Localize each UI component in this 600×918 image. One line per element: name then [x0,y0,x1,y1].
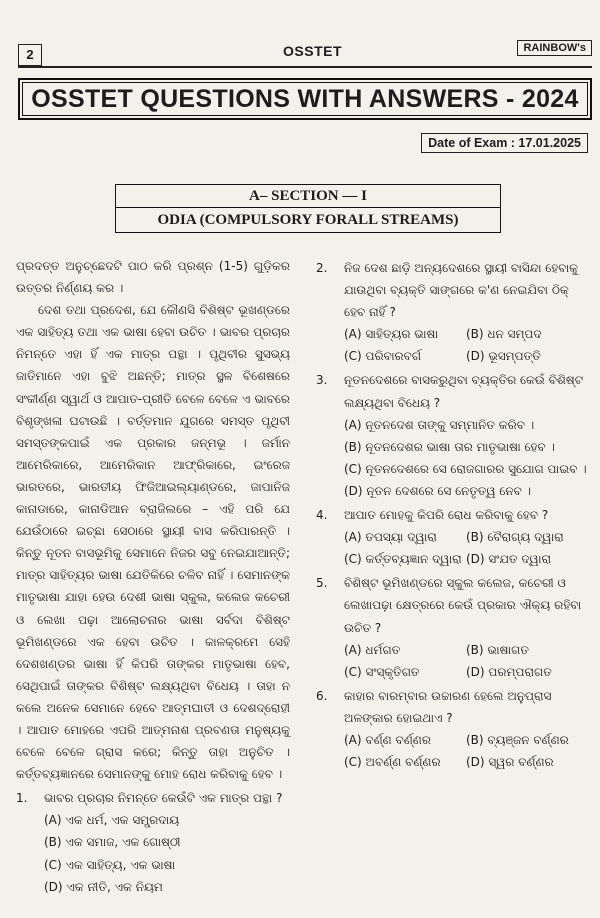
option-a: (A) ସାହିତ୍ୟର ଭାଷା [344,327,439,342]
option-b: (B) ବ୍ୟଞ୍ଜନ ବର୍ଣ୍ଣର [466,732,569,747]
option-b: (B) ଏକ ସମାଜ, ଏକ ଗୋଷ୍ଠୀ [44,835,181,850]
option-a: (A) ବର୍ଣ୍ଣ ବର୍ଣ୍ଣର [344,732,431,747]
main-title-box [18,78,592,120]
option-d: (D) ସ୍ୱର ବର୍ଣ୍ଣର [466,755,554,770]
option-c: (C) ଏକ ସାହିତ୍ୟ, ଏକ ଭାଷା [44,857,176,872]
option-b: (B) ଭାଷାଗତ [466,642,529,657]
option-d: (D) ସଂଯତ ଦ୍ୱାରା [466,552,551,567]
page-header [18,40,592,66]
question-1 [16,787,290,897]
option-a: (A) ତପସ୍ୟା ଦ୍ୱାରା [344,530,437,545]
question-text: କାହାର ବାରମ୍ବାର ଉଚ୍ଚାରଣ ହେଲେ ଅନୁପ୍ରାସ ଅଳଙ୍କାର ହୋଇଥାଏ ? [344,688,552,725]
option-c: (C) ଅବର୍ଣ୍ଣ ବର୍ଣ୍ଣର [344,755,441,770]
option-b: (B) ନୂତନଦେଶର ଭାଷା ତାର ମାତୃଭାଷା ହେବ । [344,439,555,454]
main-title: OSSTET QUESTIONS WITH ANSWERS - 2024 [22,82,588,116]
options [344,729,588,773]
passage: ଦେଶ ତଥା ପ୍ରଦେଶ, ଯେ କୌଣସି ବିଶିଷ୍ଟ ଭୂଖଣ୍ଡରେ ଏକ ସାହିତ୍ୟ ତଥା ଏକ ଭାଷା ହେବା ଉଚିତ । ଭାବର ପ୍ରଚାର ନିମନ୍ତେ ଏହା ହିଁ ଏକ ମାତ୍ର ପନ୍ଥା । ପୃଥିବୀର ସୁସଭ୍ୟ ଜାତିମାନେ ଏହା ବୁଝି ଅଛନ୍ତି; ମାତ୍ର ସ୍ଥଳ ବିଶେଷରେ ସଂକୀର୍ଣ୍ଣ ସ୍ୱାର୍ଥ ଓ ଆପାତ-ପ୍ରୀତି ବେଳେ ବେଳେ ଏ ଭାବରେ ବିଶୃଙ୍ଖଳା ଘଟାଉଛି । ବର୍ତ୍ତମାନ ଯୁଗରେ ସମସ୍ତ ପୃଥିବୀ ସମସ୍ତଙ୍କପାଇଁ ଏକ ପ୍ରକାର ଜନ୍ମଭୂ । ଜର୍ମାନ ଆମେରିକାରେ, ଆମେରିକାନ ଆଫ୍ରିକାରେ, ଇଂରେଜ ଭାରତରେ, ଭାରତୀୟ ଫିଜିଆଇଲ୍ୟାଣ୍ଡରେ, ଜାପାନିଜ କାନାଡାରେ, କାନାଡିଆନ ବ୍ରାଜିଲରେ – ଏହି ପରି ଯେ ଯେଉଁଠାରେ ଇଚ୍ଛା ସେଠାରେ ସ୍ଥାୟୀ ବାସ କରିପାରନ୍ତି । କିନ୍ତୁ ନୂତନ ବାସଭୂମିକୁ ସେମାନେ ନିଜର ସବୁ ନେଇଯାଆନ୍ତି; ମାତ୍ର ସାହିତ୍ୟର ଭାଷା ଯେତିକିରେ ଚଳିବ ନାହିଁ । ସେମାନଙ୍କ ମାତୃଭାଷା ଯାହା ହେଉ ଦେଶୀ ଭାଷା ସ୍କୁଲ, କଲେଜ କଚେରୀ ଓ ଲେଖା ପଢ଼ା ଆଲୋଚନାର ଭାଷା ସର୍ବଦା ବିଶିଷ୍ଟ ଭୂମିଖଣ୍ଡରେ ଏକ ହେବା ଉଚିତ । କାଳକ୍ରମେ ସେହି ଦେଶଖଣ୍ଡର ଭାଷା ହିଁ କିପରି ତାଙ୍କର ମାତୃଭାଷା ହେବ, ସେଥିପାଇଁ ତାଙ୍କର ବିଶିଷ୍ଟ ଲକ୍ଷ୍ୟଥିବା ବିଧେୟ । ତାହା ନ କଲେ ଅନେକ ସେମାନେ ହେବେ ଆତ୍ମଘାତୀ ଓ ଦେଶଦ୍ରୋହୀ । ଆପାତ ମୋହରେ ଏପରି ଆତ୍ମନାଶ ପ୍ରବଣତା ମନୁଷ୍ୟକୁ ବେଳେ ବେଳେ ଗ୍ରାସ କରେ; କିନ୍ତୁ ତାହା ଅନୁଚିତ । କର୍ତ୍ତବ୍ୟଜ୍ଞାନରେ ସେମାନଙ୍କୁ ମୋହ ରୋଧ କରିବାକୁ ହେବ । [16,303,290,782]
options [344,639,588,683]
options [44,809,290,897]
question-number: 5. [316,576,328,591]
section-title: A– SECTION — I [116,185,500,208]
question-text: ଭାବର ପ୍ରଚାର ନିମନ୍ତେ କେଉଁଟି ଏକ ମାତ୍ର ପନ୍ଥା ? [44,791,283,806]
question-3 [316,369,588,502]
option-a: (A) ନୂତନଦେଶ ତାଙ୍କୁ ସମ୍ମାନିତ କରିବ । [344,417,535,432]
left-column [16,255,290,898]
option-a: (A) ଏକ ଧର୍ମ, ଏକ ସମ୍ପ୍ରଦାୟ [44,813,180,828]
option-b: (B) ଧନ ସମ୍ପଦ [466,327,542,342]
section-subtitle: ODIA (COMPULSORY FORALL STREAMS) [157,212,459,228]
publisher-badge: RAINBOW's [517,40,592,56]
page-number: 2 [18,44,42,66]
option-b: (B) ବୈରାଗ୍ୟ ଦ୍ୱାରା [466,530,564,545]
option-c: (C) କର୍ତ୍ତବ୍ୟଜ୍ଞାନ ଦ୍ୱାରା [344,552,462,567]
question-text: ନିଜ ଦେଶ ଛାଡ଼ି ଅନ୍ୟଦେଶରେ ସ୍ଥାୟୀ ବାସିନ୍ଦା ହେବାକୁ ଯାଉଥିବା ବ୍ୟକ୍ତି ସାଙ୍ଗରେ କ'ଣ ନେଇଯିବା ଠିକ୍ ହେବ ନାହିଁ ? [344,261,579,320]
header-title: OSSTET [283,43,343,59]
question-4 [316,504,588,570]
question-5 [316,572,588,682]
option-d: (D) ନୂତନ ଦେଶରେ ସେ ନେତୃତ୍ୱ ନେବ । [344,483,532,498]
question-text: ବିଶିଷ୍ଟ ଭୂମିଖଣ୍ଡରେ ସ୍କୁଲ କଲେଜ, କଚେରୀ ଓ ଲେଖାପଢ଼ା କ୍ଷେତ୍ରରେ କେଉଁ ପ୍ରକାର ଐକ୍ୟ ରହିବା ଉଚିତ ? [344,576,582,635]
options [344,414,588,502]
section-box [115,184,501,233]
question-number: 1. [16,791,28,806]
option-c: (C) ନୂତନଦେଶରେ ସେ ରୋଜଗାରର ସୁଯୋଗ ପାଇବ । [344,461,587,476]
option-c: (C) ପରିବାରବର୍ଗ [344,349,422,364]
header-divider [18,66,592,68]
question-2 [316,257,588,367]
options [344,526,588,570]
question-text: ନୂତନଦେଶରେ ବାସକରୁଥିବା ବ୍ୟକ୍ତିର କେଉଁ ବିଶିଷ୍ଟ ଲକ୍ଷ୍ୟଥିବା ବିଧେୟ ? [344,373,584,410]
exam-date: Date of Exam : 17.01.2025 [421,133,588,153]
option-d: (D) ଏକ ନୀତି, ଏକ ନିୟମ [44,879,163,894]
question-6 [316,685,588,773]
right-column [316,255,588,773]
option-c: (C) ସଂସ୍କୃତିଗତ [344,664,420,679]
question-text: ଆପାତ ମୋହକୁ କିପରି ରୋଧ କରିବାକୁ ହେବ ? [344,508,549,523]
option-a: (A) ଧର୍ମଗତ [344,642,401,657]
question-number: 6. [316,688,328,703]
instruction: ପ୍ରଦତ୍ତ ଅନୁଚ୍ଛେଦଟି ପାଠ କରି ପ୍ରଶ୍ନ (1-5) ଗୁଡ଼ିକର ଉତ୍ତର ନିର୍ଣ୍ଣୟ କର । [16,259,290,296]
question-number: 2. [316,261,328,275]
option-d: (D) ପରମ୍ପରାଗତ [466,664,552,679]
options [344,323,588,367]
question-number: 4. [316,508,328,523]
option-d: (D) ଭୂସମ୍ପତ୍ତି [466,349,541,364]
question-number: 3. [316,373,328,388]
